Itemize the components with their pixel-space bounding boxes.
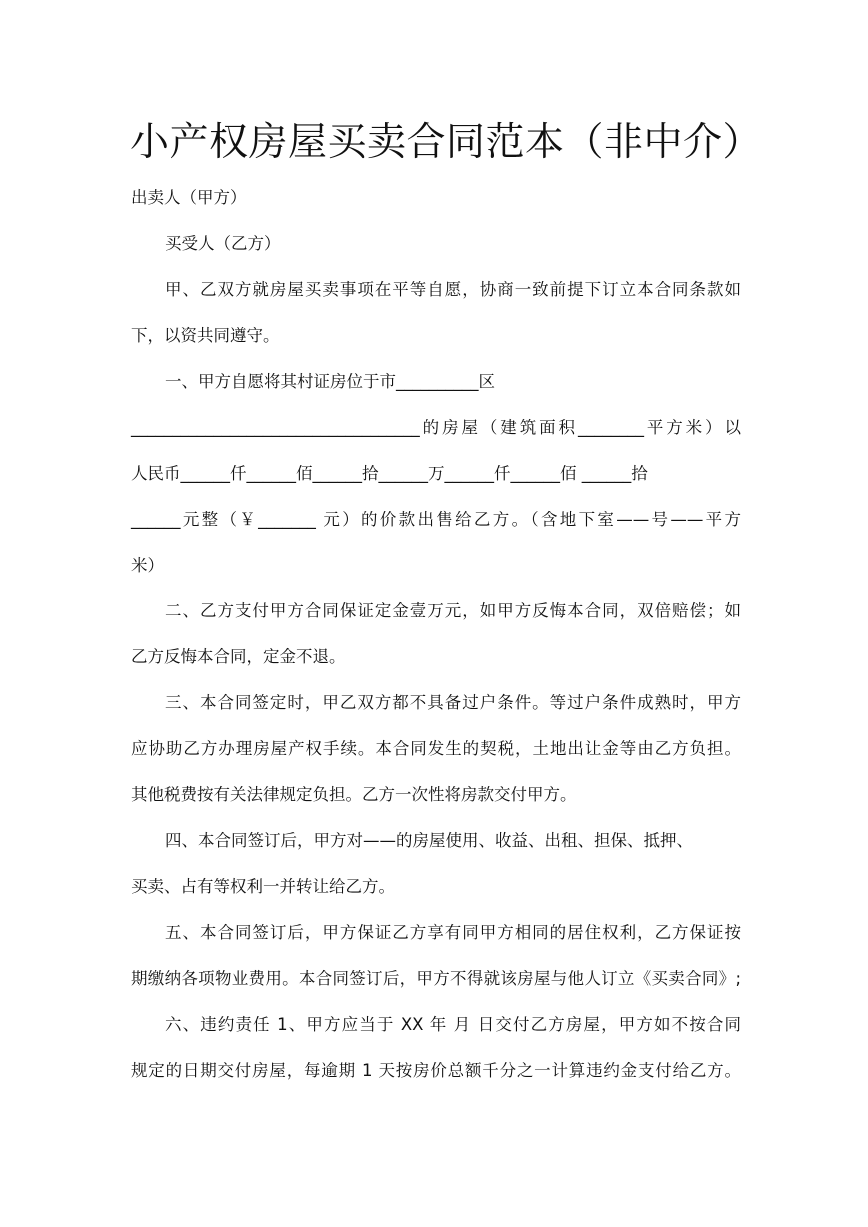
clause-2-line-1: 二、乙方支付甲方合同保证定金壹万元，如甲方反悔本合同，双倍赔偿；如: [165, 601, 741, 620]
clause-3-line-1: 三、本合同签定时，甲乙双方都不具备过户条件。等过户条件成熟时，甲方: [165, 693, 741, 712]
preamble-line-1: 甲、乙双方就房屋买卖事项在平等自愿，协商一致前提下订立本合同条款如: [165, 280, 741, 299]
clause-1-line-2: ___________________________________的房屋（建筑面积________平方米）以: [131, 418, 741, 437]
clause-5-line-1: 五、本合同签订后，甲方保证乙方享有同甲方相同的居住权利，乙方保证按: [165, 923, 741, 942]
preamble-line-2: 下，以资共同遵守。: [131, 326, 280, 345]
clause-6-line-2: 规定的日期交付房屋，每逾期 1 天按房价总额千分之一计算违约金支付给乙方。: [131, 1061, 741, 1080]
clause-1-line-3: 人民币______仟______佰______拾______万______仟______佰 ______拾: [131, 464, 648, 483]
clause-4-line-1: 四、本合同签订后，甲方对——的房屋使用、收益、出租、担保、抵押、: [165, 831, 693, 850]
clause-3-line-2: 应协助乙方办理房屋产权手续。本合同发生的契税，土地出让金等由乙方负担。: [131, 739, 741, 758]
clause-3-line-3: 其他税费按有关法律规定负担。乙方一次性将房款交付甲方。: [131, 785, 577, 804]
clause-1-line-4: ______元整（￥_______ 元）的价款出售给乙方。（含地下室——号——平方: [131, 510, 741, 529]
clause-1-line-1: 一、甲方自愿将其村证房位于市__________区: [165, 372, 495, 391]
clause-2-line-2: 乙方反悔本合同，定金不退。: [131, 647, 346, 666]
seller-line: 出卖人（甲方）: [131, 188, 247, 207]
clause-1-line-5: 米）: [131, 556, 164, 575]
clause-6-line-1: 六、违约责任 1、甲方应当于 XX 年 月 日交付乙方房屋，甲方如不按合同: [165, 1015, 741, 1034]
clause-4-line-2: 买卖、占有等权利一并转让给乙方。: [131, 877, 395, 896]
clause-5-line-2: 期缴纳各项物业费用。本合同签订后，甲方不得就该房屋与他人订立《买卖合同》;: [131, 969, 741, 988]
buyer-line: 买受人（乙方）: [165, 234, 281, 253]
document-title: 小产权房屋买卖合同范本（非中介）: [130, 120, 763, 165]
